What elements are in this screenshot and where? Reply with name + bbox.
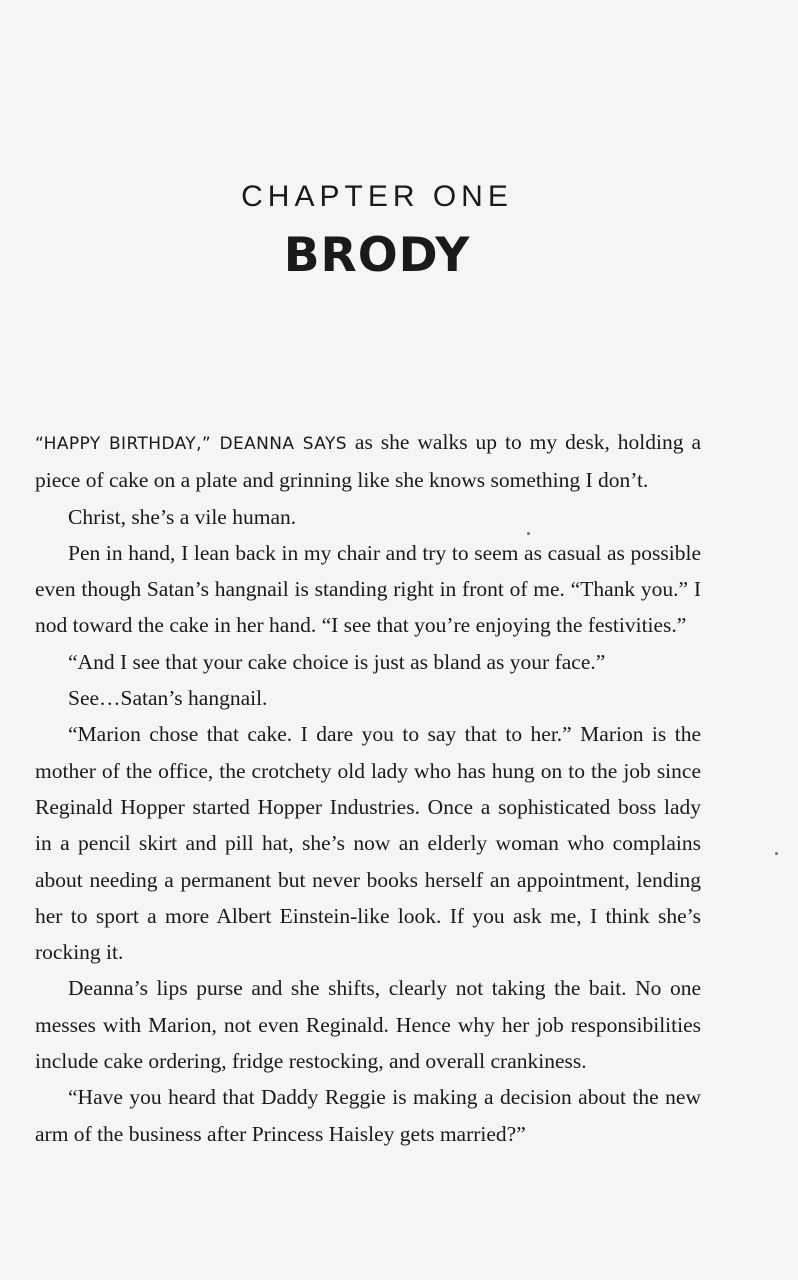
- lead-in-small-caps: “HAPPY BIRTHDAY,” DEANNA SAYS: [35, 434, 347, 454]
- paragraph-2: Christ, she’s a vile human.: [68, 504, 297, 529]
- paragraph-6: “Marion chose that cake. I dare you to say that to her.” Marion is the mother of the office, the crotchety old lady who has hung on to the job since Reginald Hopper started Hopper Industries. Once a sophisticated boss lady in a pencil skirt and pill hat, she’s now an elderly woman who complains about needing a permanent but never books herself an appointment, lending her to sport a more Albert Einstein-like look. If you ask me, I think she’s rocking it.: [35, 722, 701, 965]
- scan-speck: [527, 532, 530, 535]
- paragraph-text: as she walks up to my desk, holding a piece of cake on a plate and grinning like she knows something I don’t.: [35, 430, 701, 493]
- paragraph-1: [35, 424, 701, 499]
- scan-speck: [775, 852, 778, 855]
- paragraph-3: Pen in hand, I lean back in my chair and try to seem as casual as possible even though Satan’s hangnail is standing right in front of me. “Thank you.” I nod toward the cake in her hand. “I see that you’re enjoying the festivities.”: [35, 540, 701, 638]
- paragraph-8: “Have you heard that Daddy Reggie is making a decision about the new arm of the business after Princess Haisley gets married?”: [35, 1085, 701, 1146]
- chapter-label: CHAPTER ONE: [241, 180, 513, 213]
- paragraph-7: Deanna’s lips purse and she shifts, clearly not taking the bait. No one messes with Marion, not even Reginald. Hence why her job responsibilities include cake ordering, fridge restocking, and overall crankiness.: [35, 976, 701, 1074]
- chapter-title: BRODY: [283, 228, 471, 283]
- paragraph-4: “And I see that your cake choice is just as bland as your face.”: [68, 649, 606, 674]
- body-text: [35, 424, 701, 1152]
- paragraph-5: See…Satan’s hangnail.: [68, 686, 268, 711]
